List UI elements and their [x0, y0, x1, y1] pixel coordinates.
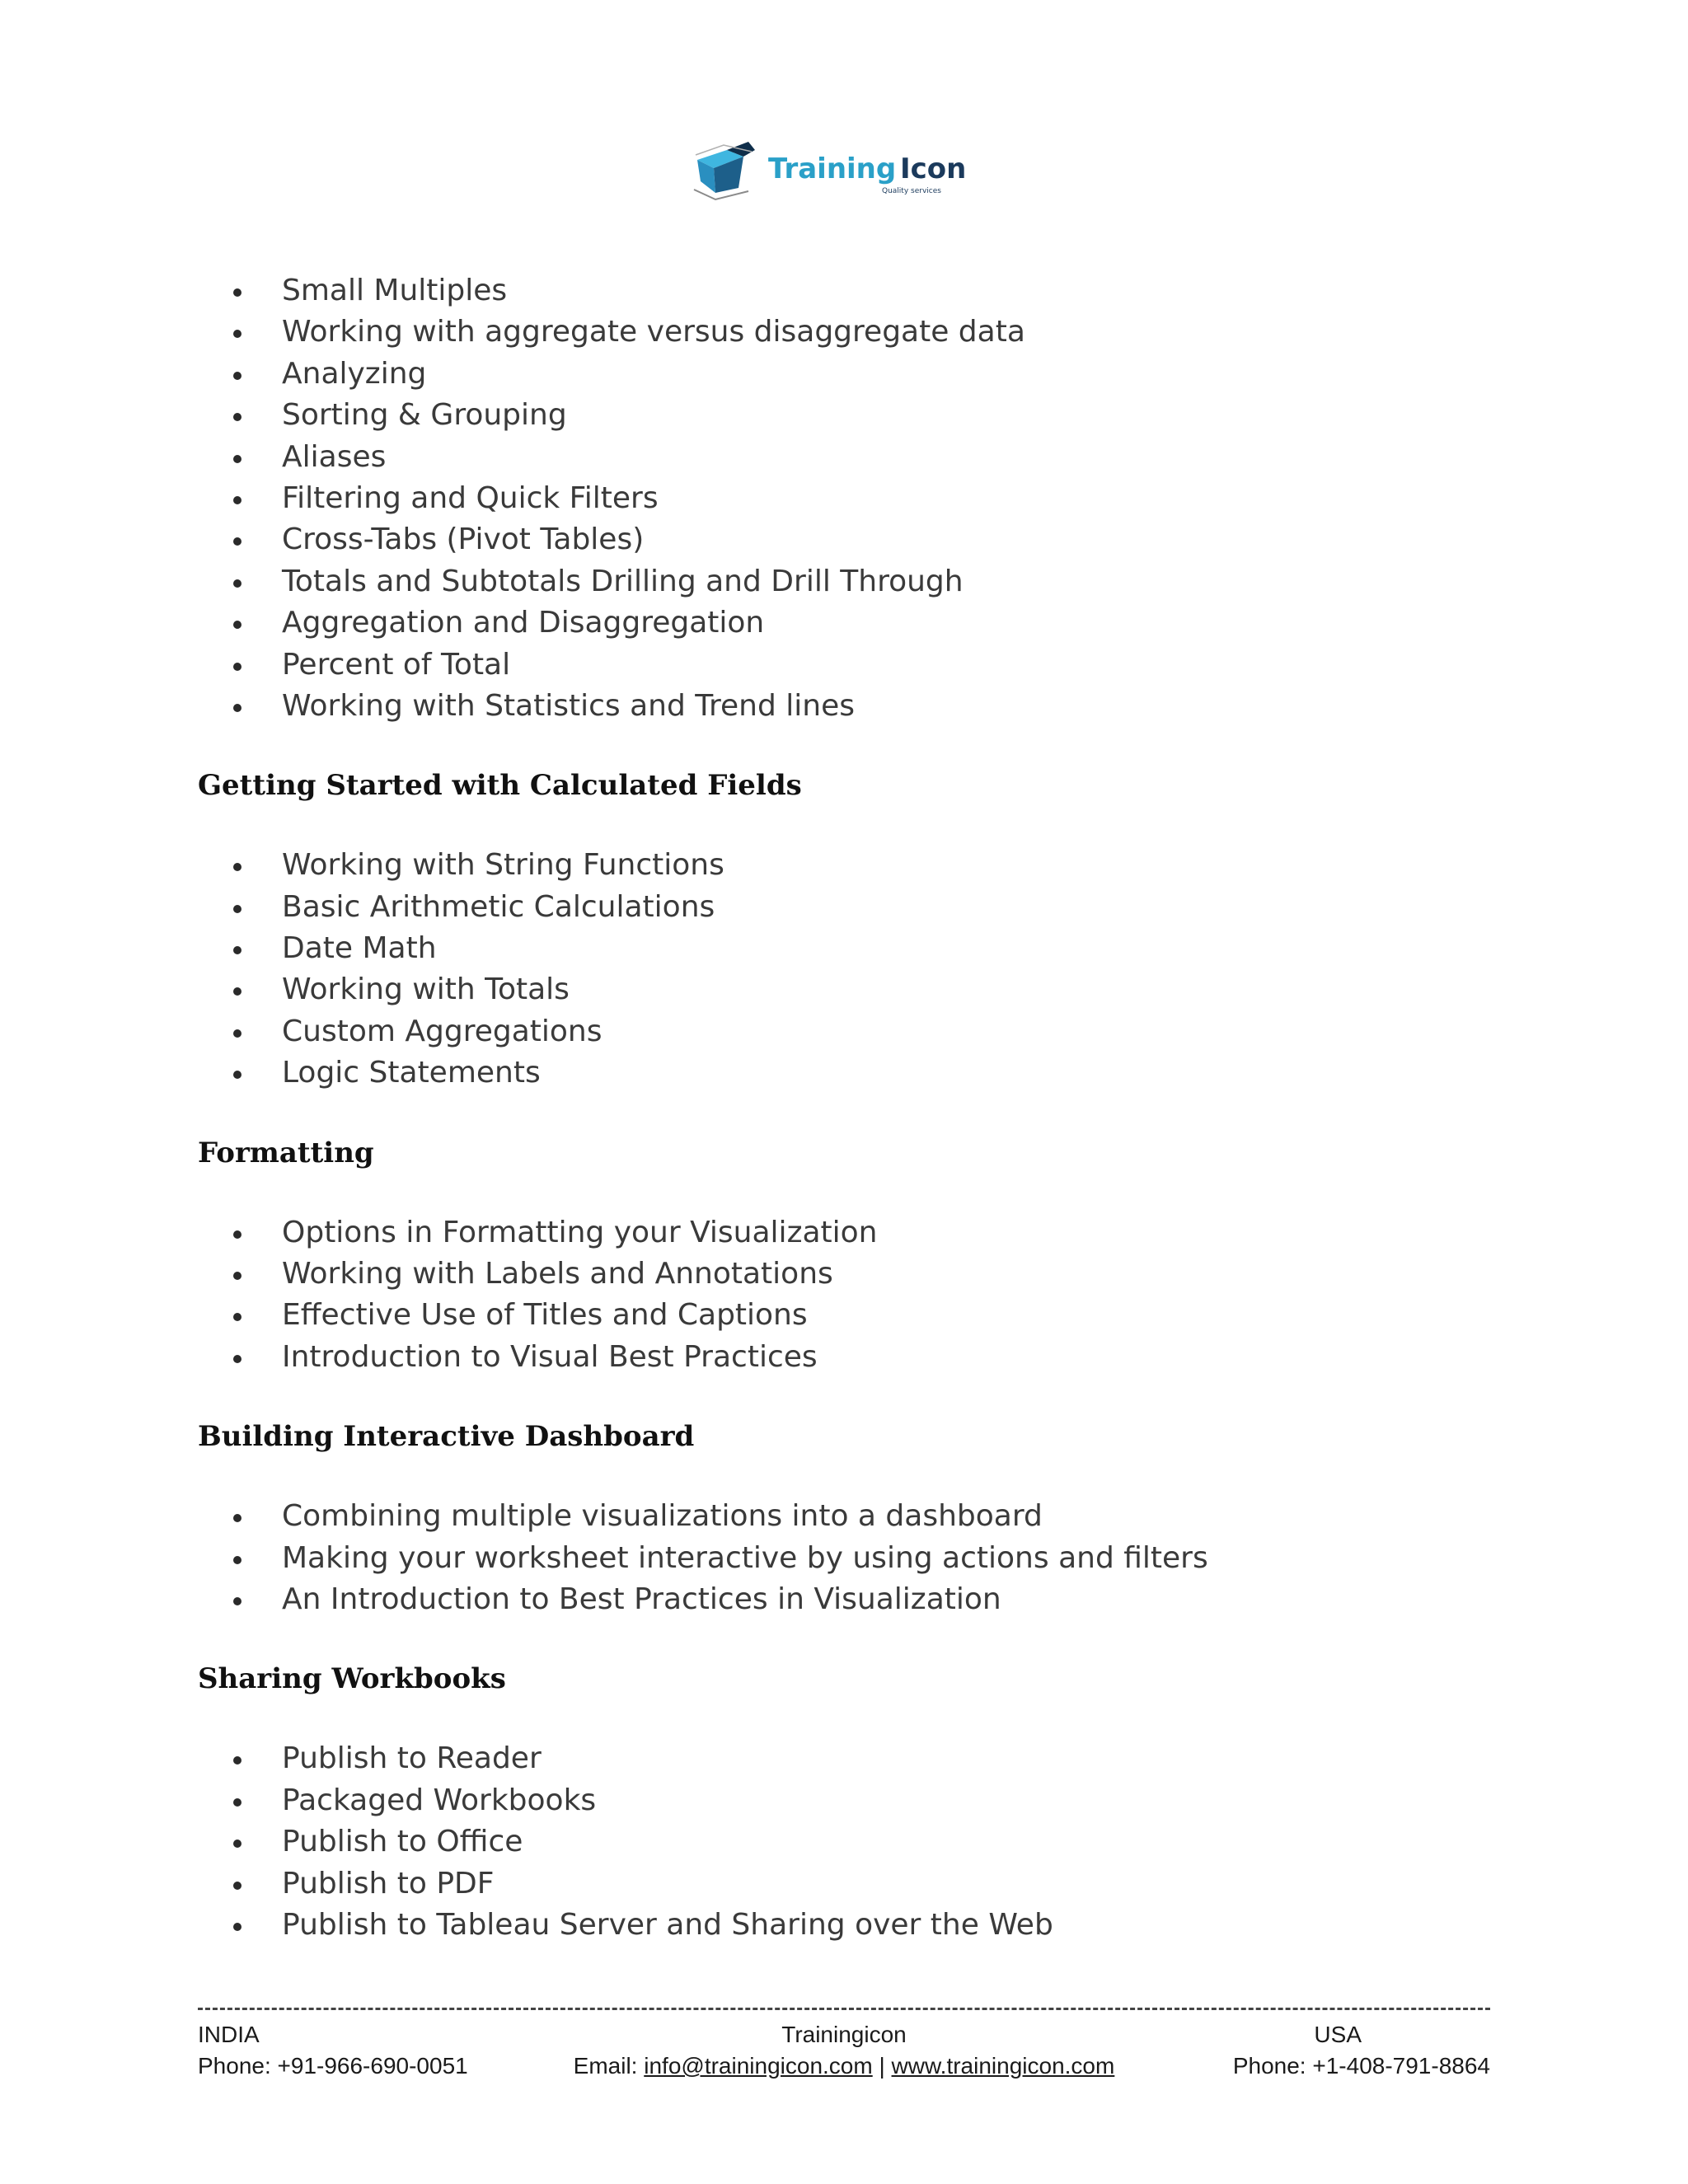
footer-india-label: INDIA: [198, 2022, 260, 2047]
bullet-icon: [233, 537, 241, 546]
list-item: [198, 1337, 1517, 1378]
list-item-text: Aggregation and Disaggregation: [282, 606, 765, 640]
bullet-icon: [233, 1313, 241, 1321]
bullet-icon: [233, 1071, 241, 1079]
list-item-text: Working with String Functions: [282, 848, 724, 883]
list-item-text: Percent of Total: [282, 647, 511, 682]
list-item-text: Totals and Subtotals Drilling and Drill Through: [282, 564, 964, 598]
bullet-icon: [233, 905, 241, 913]
list-item: [198, 1011, 1517, 1052]
section-heading: Formatting: [198, 1136, 374, 1169]
list-item: [198, 1738, 1517, 1779]
list-item-text: An Introduction to Best Practices in Visualization: [282, 1582, 1001, 1616]
bullet-icon: [233, 1272, 241, 1280]
bullet-icon: [233, 413, 241, 421]
bullet-icon: [233, 1923, 241, 1931]
list-item-text: Aliases: [282, 439, 387, 474]
list-item-text: Date Math: [282, 931, 437, 966]
list-item: [198, 1538, 1517, 1579]
list-item: [198, 437, 1517, 478]
list-item: [198, 561, 1517, 602]
section-list: [198, 845, 1517, 1094]
footer-usa-label: USA: [1314, 2022, 1362, 2047]
list-item: [198, 354, 1517, 395]
bullet-icon: [233, 579, 241, 588]
list-item-text: Publish to PDF: [282, 1866, 495, 1900]
list-item: [198, 270, 1517, 312]
list-item-text: Cross-Tabs (Pivot Tables): [282, 523, 645, 557]
intro-list: [198, 270, 1517, 727]
bullet-icon: [233, 1514, 241, 1522]
bullet-icon: [233, 863, 241, 871]
bullet-icon: [233, 496, 241, 504]
list-item: [198, 1052, 1517, 1094]
email-link[interactable]: info@trainingicon.com: [644, 2053, 873, 2079]
list-item-text: Effective Use of Titles and Captions: [282, 1298, 808, 1333]
footer-contact-row: [198, 2053, 1490, 2084]
footer-divider: [198, 2008, 1490, 2010]
bullet-icon: [233, 987, 241, 996]
bullet-icon: [233, 1840, 241, 1848]
section-list: [198, 1212, 1517, 1379]
bullet-icon: [233, 1556, 241, 1564]
brand-name-part2: Icon: [900, 152, 967, 185]
list-item-text: Options in Formatting your Visualization: [282, 1215, 878, 1249]
list-item: [198, 928, 1517, 969]
bullet-icon: [233, 1882, 241, 1890]
list-item-text: Analyzing: [282, 356, 427, 391]
bullet-icon: [233, 288, 241, 297]
list-item: [198, 686, 1517, 727]
list-item-text: Small Multiples: [282, 274, 508, 307]
page-footer: [198, 2008, 1490, 2084]
bullet-icon: [233, 1230, 241, 1239]
list-item: [198, 845, 1517, 886]
list-item: [198, 312, 1517, 353]
list-item: [198, 1905, 1517, 1946]
list-item-text: Working with Labels and Annotations: [282, 1257, 833, 1291]
list-item: [198, 969, 1517, 1010]
list-item: [198, 1496, 1517, 1537]
list-item-text: Basic Arithmetic Calculations: [282, 889, 715, 924]
bullet-icon: [233, 1029, 241, 1038]
list-item: [198, 602, 1517, 644]
list-item: [198, 1863, 1517, 1905]
list-item: [198, 1295, 1517, 1336]
list-item-text: Working with Statistics and Trend lines: [282, 688, 855, 723]
list-item: [198, 644, 1517, 686]
list-item-text: Publish to Office: [282, 1825, 523, 1859]
list-item: [198, 519, 1517, 560]
bullet-icon: [233, 1597, 241, 1605]
cube-icon: [694, 142, 755, 199]
brand-logo: [691, 138, 971, 204]
list-item-text: Packaged Workbooks: [282, 1783, 597, 1817]
list-item-text: Logic Statements: [282, 1056, 541, 1090]
email-prefix: Email:: [573, 2053, 645, 2079]
bullet-icon: [233, 663, 241, 671]
bullet-icon: [233, 1355, 241, 1363]
list-item: [198, 1821, 1517, 1863]
footer-title-row: [198, 2022, 1490, 2053]
list-item: [198, 1254, 1517, 1295]
list-item-text: Filtering and Quick Filters: [282, 480, 659, 515]
bullet-icon: [233, 704, 241, 712]
section-heading: Building Interactive Dashboard: [198, 1420, 695, 1454]
list-item: [198, 1212, 1517, 1254]
bullet-icon: [233, 330, 241, 338]
section-list: [198, 1738, 1517, 1946]
brand-name-part1: Training: [768, 152, 897, 185]
section-list: [198, 1496, 1517, 1620]
bullet-icon: [233, 946, 241, 954]
footer-india-phone: Phone: +91-966-690-0051: [198, 2053, 468, 2079]
bullet-icon: [233, 1798, 241, 1807]
footer-usa-phone: Phone: +1-408-791-8864: [1232, 2053, 1490, 2079]
footer-company-label: Trainingicon: [781, 2022, 907, 2047]
list-item: [198, 1579, 1517, 1620]
brand-tagline: Quality services: [882, 187, 941, 195]
list-item-text: Custom Aggregations: [282, 1014, 603, 1048]
bullet-icon: [233, 372, 241, 380]
bullet-icon: [233, 1756, 241, 1765]
section-heading: Getting Started with Calculated Fields: [198, 769, 802, 803]
list-item: [198, 395, 1517, 436]
section-heading: Sharing Workbooks: [198, 1662, 506, 1696]
bullet-icon: [233, 455, 241, 463]
footer-separator: |: [872, 2053, 892, 2079]
list-item-text: Publish to Tableau Server and Sharing over the Web: [282, 1907, 1053, 1942]
list-item-text: Combining multiple visualizations into a dashboard: [282, 1499, 1043, 1534]
bullet-icon: [233, 621, 241, 629]
list-item-text: Introduction to Visual Best Practices: [282, 1339, 818, 1374]
list-item-text: Publish to Reader: [282, 1741, 542, 1776]
list-item: [198, 1780, 1517, 1821]
list-item: [198, 887, 1517, 928]
list-item: [198, 478, 1517, 519]
document-body: [198, 270, 1517, 1946]
list-item-text: Making your worksheet interactive by using actions and filters: [282, 1540, 1208, 1575]
website-link[interactable]: www.trainingicon.com: [891, 2053, 1115, 2079]
list-item-text: Sorting & Grouping: [282, 398, 567, 433]
list-item-text: Working with aggregate versus disaggregate data: [282, 315, 1025, 349]
list-item-text: Working with Totals: [282, 972, 570, 1007]
